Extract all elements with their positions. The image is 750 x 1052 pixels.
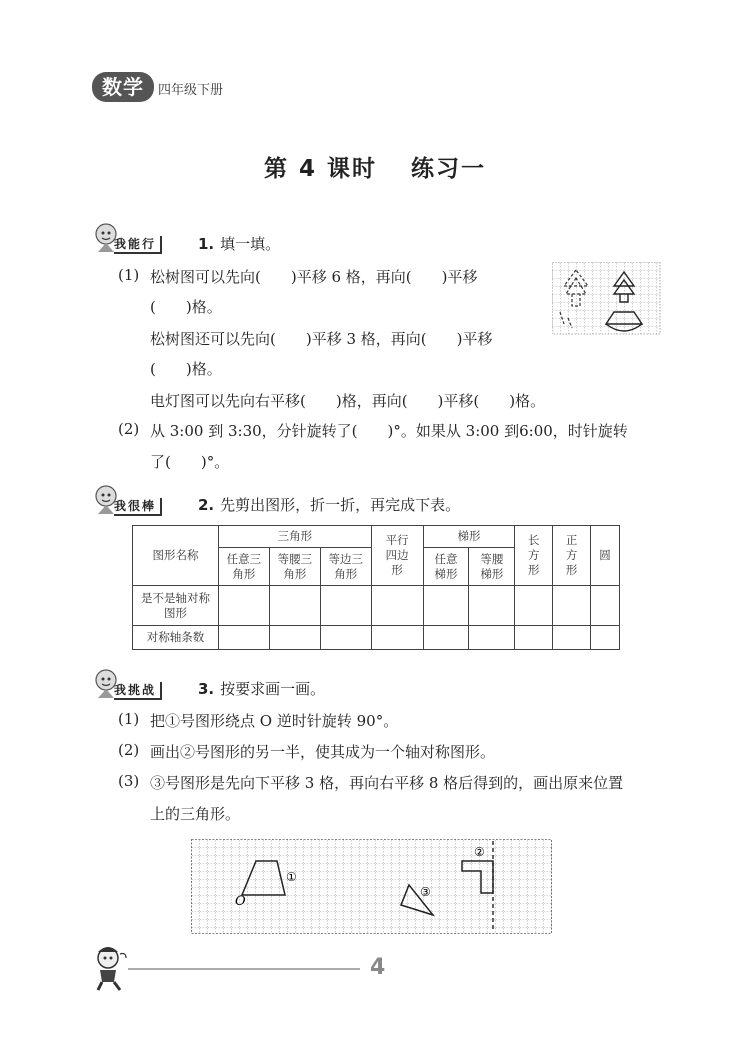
- q3-item1: 把①号图形绕点 O 逆时针旋转 90°。: [150, 712, 399, 730]
- header-iso-triangle-text: 等腰三角形: [277, 551, 313, 581]
- header-triangle-group: 三角形: [218, 526, 371, 548]
- header-any-trapezoid-text: 任意梯形: [434, 551, 458, 581]
- q2-title: [198, 494, 460, 515]
- badge-label: 我挑战: [114, 682, 162, 700]
- q1-line5: 电灯图可以先向右平移( )格，再向( )平移( )格。: [150, 392, 546, 410]
- answer-cell[interactable]: [423, 586, 469, 626]
- q1-part1-number: (1): [118, 266, 140, 284]
- answer-cell[interactable]: [515, 626, 553, 650]
- header-parallelogram: [371, 526, 423, 586]
- badge-wonengxing: [92, 228, 192, 258]
- footer-mascot-icon: [90, 944, 130, 992]
- q1-line4: ( )格。: [150, 360, 222, 378]
- header-equi-triangle-text: 等边三角形: [328, 551, 364, 581]
- lesson-name: 练习一: [411, 156, 487, 182]
- tree-lamp-grid-figure: [552, 262, 662, 338]
- transform-grid-figure: [191, 839, 556, 936]
- answer-cell[interactable]: [591, 626, 620, 650]
- header-any-trapezoid: [423, 548, 469, 586]
- label-1: ①: [286, 870, 297, 884]
- header-square-text: 正方形: [565, 533, 578, 577]
- q1-line1: 松树图可以先向( )平移 6 格，再向( )平移: [150, 268, 478, 286]
- q3-number: 3.: [198, 680, 215, 698]
- answer-cell[interactable]: [320, 626, 371, 650]
- q2-number: 2.: [198, 496, 215, 514]
- answer-cell[interactable]: [469, 626, 515, 650]
- header-iso-trapezoid: [469, 548, 515, 586]
- answer-cell[interactable]: [218, 626, 269, 650]
- symmetry-table: [132, 525, 620, 650]
- page-title: [0, 150, 750, 183]
- q3-item2: 画出②号图形的另一半，使其成为一个轴对称图形。: [150, 743, 496, 761]
- header-iso-triangle: [269, 548, 320, 586]
- answer-cell[interactable]: [218, 586, 269, 626]
- grade-label: 四年级下册: [158, 83, 224, 98]
- lesson-number: 第 4 课时: [263, 156, 378, 182]
- badge-label: 我很棒: [114, 498, 162, 516]
- header-iso-trapezoid-text: 等腰梯形: [480, 551, 504, 581]
- point-o-label: O: [235, 894, 246, 909]
- answer-cell[interactable]: [515, 586, 553, 626]
- subject-tag: 数学: [92, 72, 154, 102]
- label-3: ③: [420, 885, 431, 899]
- row-symmetric-text: 是不是轴对称图形: [140, 590, 210, 620]
- header-circle: 圆: [591, 526, 620, 586]
- q1-title-text: 填一填。: [220, 235, 281, 253]
- q1-title: [198, 233, 280, 254]
- row-axes-label: 对称轴条数: [133, 626, 219, 650]
- q3-item3b: 上的三角形。: [150, 805, 241, 823]
- header-shape-name: 图形名称: [133, 526, 219, 586]
- answer-cell[interactable]: [320, 586, 371, 626]
- q3-title: [198, 678, 325, 699]
- q1-line6: 从 3:00 到 3:30，分针旋转了( )°。如果从 3:00 到6:00，时针旋转: [150, 422, 628, 440]
- header-any-triangle-text: 任意三角形: [226, 551, 262, 581]
- header-equi-triangle: [320, 548, 371, 586]
- row-symmetric-label: [133, 586, 219, 626]
- q1-part2-number: (2): [118, 420, 140, 438]
- q1-line3: 松树图还可以先向( )平移 3 格，再向( )平移: [150, 330, 493, 348]
- q3-item3a: ③号图形是先向下平移 3 格，再向右平移 8 格后得到的，画出原来位置: [150, 774, 624, 792]
- answer-cell[interactable]: [269, 626, 320, 650]
- answer-cell[interactable]: [553, 586, 591, 626]
- answer-cell[interactable]: [591, 586, 620, 626]
- q3-title-text: 按要求画一画。: [220, 680, 326, 698]
- badge-wohenbang: [92, 490, 192, 520]
- header-trapezoid-group: 梯形: [423, 526, 515, 548]
- badge-label: 我能行: [114, 236, 162, 254]
- q3-item2-number: (2): [118, 741, 140, 759]
- answer-cell[interactable]: [371, 586, 423, 626]
- answer-cell[interactable]: [269, 586, 320, 626]
- header-any-triangle: [218, 548, 269, 586]
- header-parallelogram-text: 平行四边形: [385, 533, 409, 577]
- header-square: [553, 526, 591, 586]
- page-number: 4: [370, 955, 386, 980]
- answer-cell[interactable]: [553, 626, 591, 650]
- q1-line2: ( )格。: [150, 298, 222, 316]
- header-rectangle: [515, 526, 553, 586]
- answer-cell[interactable]: [469, 586, 515, 626]
- answer-cell[interactable]: [423, 626, 469, 650]
- header-rectangle-text: 长方形: [528, 533, 540, 577]
- q1-line7: 了( )°。: [150, 453, 230, 471]
- q3-item3-number: (3): [118, 772, 140, 790]
- q2-title-text: 先剪出图形，折一折，再完成下表。: [220, 496, 461, 514]
- label-2: ②: [474, 845, 485, 859]
- badge-wotiaozhan: [92, 674, 192, 704]
- footer-rule: [128, 968, 360, 970]
- answer-cell[interactable]: [371, 626, 423, 650]
- q3-item1-number: (1): [118, 710, 140, 728]
- q1-number: 1.: [198, 235, 215, 253]
